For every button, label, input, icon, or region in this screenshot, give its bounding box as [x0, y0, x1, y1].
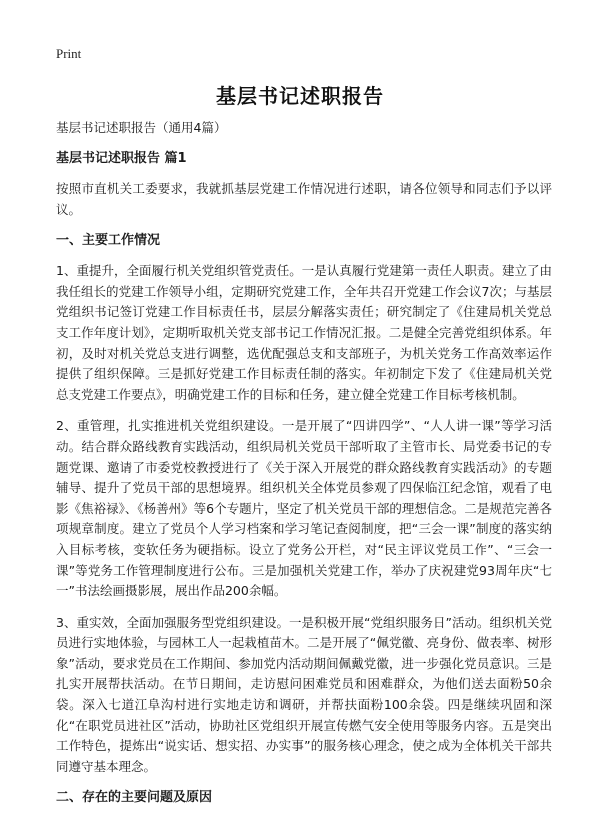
heading-problems: 二、存在的主要问题及原因 [56, 790, 213, 806]
document-subtitle: 基层书记述职报告（通用4篇） [56, 120, 227, 135]
print-link[interactable]: Print [56, 46, 82, 61]
intro-paragraph: 按照市直机关工委要求，我就抓基层党建工作情况进行述职，请各位领导和同志们予以评议。 [56, 181, 552, 217]
section-title: 基层书记述职报告 篇1 [56, 151, 187, 166]
paragraph-2: 2、重管理，扎实推进机关党组织建设。一是开展了“四讲四学”、“人人讲一课”等学习活动。结合群众路线教育实践活动，组织局机关党员干部听取了主管市长、局党委书记的专题党课、邀请了市委党校教授进行了《关于深入开展党的群众路线教育实践活动》的专题辅导、提升了党员干部的思想境界。组织机关全体党员参观了四保临江纪念馆，观看了电影《焦裕禄》、《杨善州》等6个专题片，坚定了机关党员干部的理想信念。二是规范完善各项规章制度。建立了党员个人学习档案和学习笔记查阅制度，把“三会一课”制度的落实纳入目标考核，变软任务为硬指标。设立了党务公开栏，对“民主评议党员工作”、“三会一课”等党务工作管理制度进行公布。三是加强机关党建工作，举办了庆祝建党93周年庆“七一”书法绘画摄影展，展出作品200余幅。 [56, 418, 552, 599]
paragraph-3: 3、重实效，全面加强服务型党组织建设。一是积极开展“党组织服务日”活动。组织机关党员进行实地体验，与园林工人一起栽植苗木。二是开展了“佩党徽、亮身份、做表率、树形象”活动，要求党员在工作期间、参加党内活动期间佩戴党徽，进一步强化党员意识。三是扎实开展帮扶活动。在节日期间，走访慰问困难党员和困难群众，为他们送去面粉50余袋。深入七道江阜沟村进行实地走访和调研，并帮扶面粉100余袋。四是继续巩固和深化“在职党员进社区”活动，协助社区党组织开展宣传燃气安全使用等服务内容。五是突出工作特色，提炼出“说实话、想实招、办实事”的服务核心理念，使之成为全体机关干部共同遵守基本理念。 [56, 614, 552, 774]
paragraph-1: 1、重提升，全面履行机关党组织管党责任。一是认真履行党建第一责任人职责。建立了由我任组长的党建工作领导小组，定期研究党建工作，全年共召开党建工作会议7次；与基层党组织书记签订党建工作目标责任书，层层分解落实责任；研究制定了《住建局机关党总支工作年度计划》，定期听取机关党支部书记工作情况汇报。二是健全完善党组织体系。年初，及时对机关党总支进行调整，选优配强总支和支部班子，为机关党务工作高效率运作提供了组织保障。三是抓好党建工作目标责任制的落实。年初制定下发了《住建局机关党总支党建工作要点》，明确党建工作的目标和任务，建立健全党建工作目标考核机制。 [56, 263, 552, 402]
heading-main-work: 一、主要工作情况 [56, 233, 161, 249]
document-body [56, 118, 552, 818]
document-title: 基层书记述职报告 [216, 84, 384, 108]
